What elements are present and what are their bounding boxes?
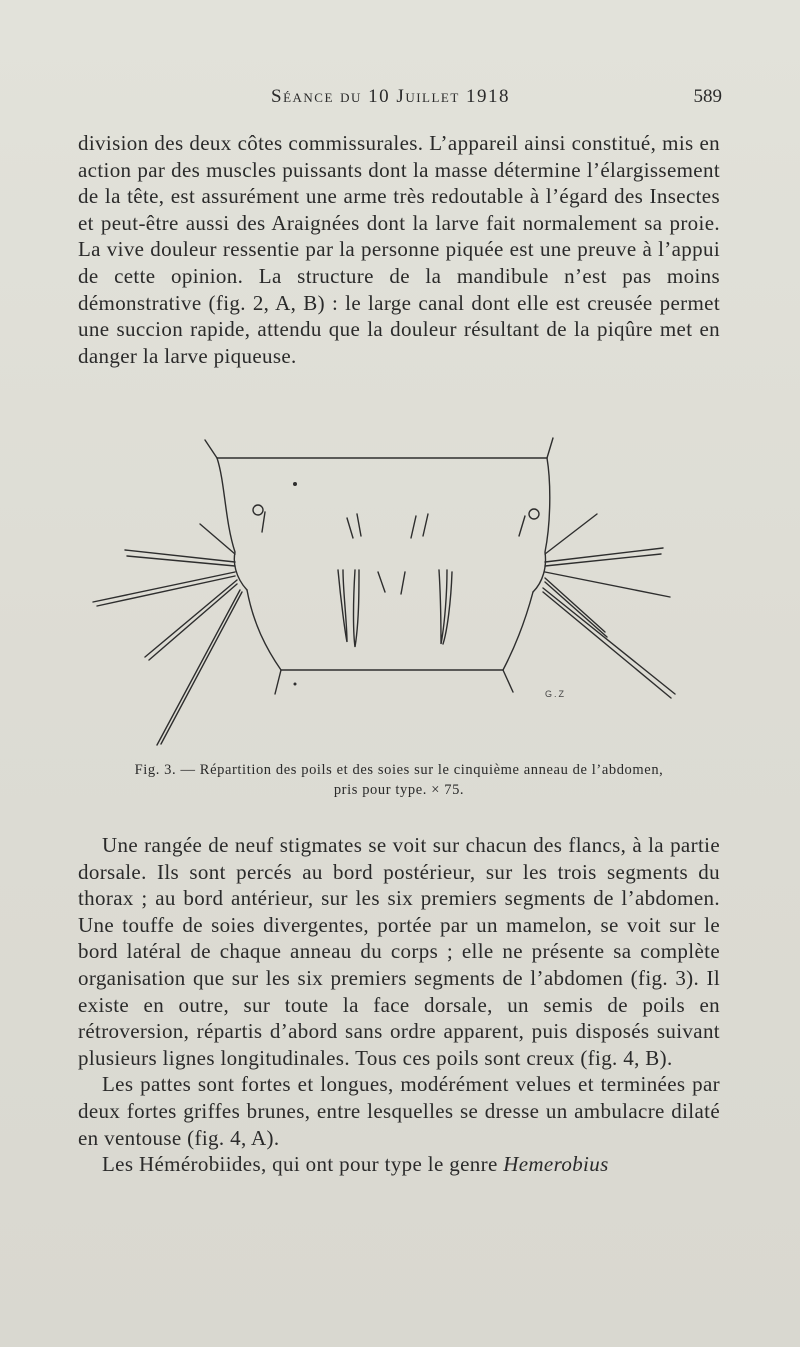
abdominal-ring-drawing: [85, 432, 685, 752]
paragraph-4-text: Les Hémérobiides, qui ont pour type le genre: [102, 1152, 504, 1177]
caption-line-2: pris pour type. × 75.: [333, 782, 465, 798]
caption-line-1: Fig. 3. — Répartition des poils et des soies sur le cinquième anneau de l’abdomen,: [134, 762, 664, 778]
paragraph-4: [78, 1151, 720, 1178]
paragraph-3: Les pattes sont fortes et longues, modérément velues et terminées par deux fortes griffes brunes, entre lesquelles se dresse un ambulacre dilaté en ventouse (fig. 4, A).: [78, 1072, 720, 1150]
figure-caption: [78, 760, 720, 800]
body-text: [78, 832, 720, 1178]
genus-name: Hemerobius: [503, 1152, 609, 1177]
illustrator-signature: G.Z: [545, 689, 566, 699]
figure-3: [85, 432, 685, 752]
paragraph-continuation: [78, 130, 720, 369]
page-number: 589: [693, 86, 722, 107]
paragraph-2: Une rangée de neuf stigmates se voit sur chacun des flancs, à la partie dorsale. Ils sont percés au bord postérieur, sur les trois segments du thorax ; au bord antérieur, sur les six premiers segments de l’abdomen. Une touffe de soies divergentes, portée par un mamelon, se voit sur le bord latéral de chaque anneau du corps ; elle ne présente sa complète organisation que sur les six premiers segments de l’abdomen (fig. 3). Il existe en outre, sur toute la face dorsale, un semis de poils en rétroversion, répartis d’abord sans ordre apparent, puis disposés suivant plusieurs lignes longitudinales. Tous ces poils sont creux (fig. 4, B).: [78, 833, 720, 1070]
paragraph-1: division des deux côtes commissurales. L’appareil ainsi constitué, mis en action par des muscles puissants dont la masse détermine l’élargissement de la tête, est assurément une arme très redoutable à l’égard des Insectes et peut-être aussi des Araignées dont la larve fait normalement sa proie. La vive douleur ressentie par la personne piquée est une preuve à l’appui de cette opinion. La structure de la mandibule n’est pas moins démonstrative (fig. 2, A, B) : le large canal dont elle est creusée permet une succion rapide, attendu que la douleur résultant de la piqûre met en danger la larve piqueuse.: [78, 131, 720, 368]
header-title: Séance du 10 Juillet 1918: [271, 86, 511, 107]
running-header: [78, 86, 720, 116]
